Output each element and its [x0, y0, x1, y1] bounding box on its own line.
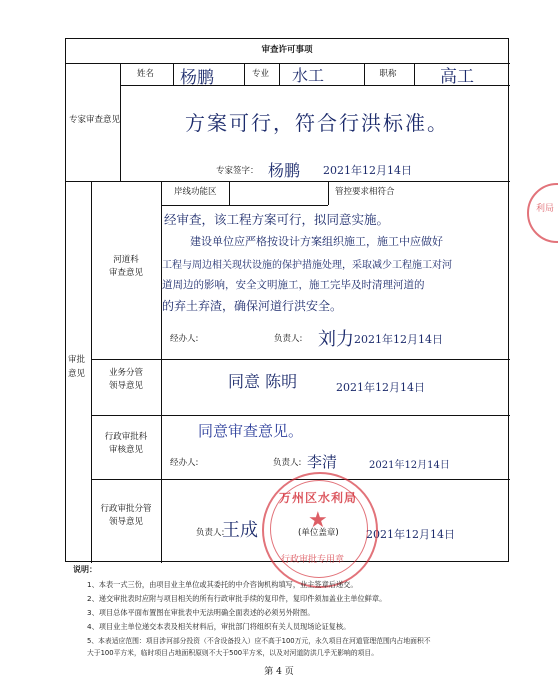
- official-stamp-outer-text: 万州区水利局: [279, 491, 358, 505]
- admin-handler-label: 经办人:: [170, 458, 199, 468]
- major-value: 水工: [292, 66, 325, 85]
- admin-leader-date: 2021年12月14日: [366, 528, 455, 541]
- major-label: 专业: [251, 69, 269, 79]
- admin-leader-seal-label: (单位盖章): [298, 528, 339, 538]
- river-dept-label-1: 河道科: [113, 255, 139, 265]
- note-item-4: 4、项目业主单位递交本表及相关材料后，审批部门将组织有关人员现场论证复核。: [87, 622, 351, 631]
- admin-principal-label: 负责人:: [273, 458, 302, 468]
- river-opinion-line-2: 建设单位应严格按设计方案组织施工，施工中应做好: [190, 235, 443, 248]
- river-opinion-line-1: 经审查，该工程方案可行，拟同意实施。: [164, 212, 390, 227]
- expert-opinion: 方案可行，符合行洪标准。: [185, 111, 449, 135]
- control-label: 管控要求相符合: [335, 187, 395, 197]
- title-label: 职称: [379, 69, 397, 79]
- river-date: 2021年12月14日: [354, 333, 443, 346]
- admin-dept-opinion: 同意审查意见。: [198, 422, 304, 440]
- river-opinion-line-5: 的弃土弃渣，确保河道行洪安全。: [162, 299, 343, 313]
- business-leader-date: 2021年12月14日: [336, 381, 425, 394]
- river-opinion-line-3: 工程与周边相关现状设施的保护措施处理，采取减少工程施工对河: [162, 260, 452, 271]
- river-opinion-line-4: 道周边的影响，安全文明施工，施工完毕及时清理河道的: [162, 279, 425, 291]
- table-title: 审查许可事项: [261, 45, 313, 55]
- approval-section-label: 审批意见: [68, 355, 86, 379]
- river-handler-label: 经办人:: [170, 334, 199, 344]
- admin-leader-label-2: 领导意见: [108, 517, 143, 527]
- admin-leader-label-1: 行政审批分管: [100, 504, 152, 514]
- notes-title: 说明：: [73, 565, 97, 574]
- business-leader-label-1: 业务分管: [108, 368, 143, 378]
- river-principal-label: 负责人:: [274, 334, 303, 344]
- side-stamp-text: 利局: [536, 204, 555, 214]
- business-leader-opinion: 同意 陈明: [228, 372, 298, 391]
- expert-sign-label: 专家签字：: [216, 166, 259, 176]
- note-item-6: 大于100平方米，临时项目占地面积原则不大于500平方米，以及对河道防洪几乎无影响的项目。: [87, 649, 379, 657]
- admin-leader-principal-label: 负责人:: [196, 528, 225, 538]
- admin-dept-label-1: 行政审批科: [104, 432, 148, 442]
- admin-leader-principal-sign: 王成: [222, 520, 258, 541]
- expert-section-label: 专家审查意见: [69, 115, 121, 125]
- name-label: 姓名: [136, 69, 154, 79]
- river-principal-sign: 刘力: [318, 329, 354, 350]
- shoreline-label: 岸线功能区: [174, 187, 217, 197]
- official-stamp-inner-text: 行政审批专用章: [281, 555, 345, 565]
- admin-dept-label-2: 审核意见: [108, 445, 143, 455]
- expert-sign-value: 杨鹏: [268, 161, 301, 180]
- note-item-1: 1、本表一式三份，由项目业主单位或其委托的中介咨询机构填写，业主签章后递交。: [87, 580, 358, 589]
- river-dept-label-2: 审查意见: [108, 268, 143, 278]
- title-value: 高工: [440, 67, 474, 87]
- page-number: 第 4 页: [264, 667, 294, 677]
- expert-date: 2021年12月14日: [323, 164, 412, 177]
- admin-date: 2021年12月14日: [369, 460, 450, 471]
- expert-name-value: 杨鹏: [180, 68, 214, 88]
- admin-principal-sign: 李清: [307, 453, 338, 471]
- business-leader-label-2: 领导意见: [108, 381, 143, 391]
- note-item-2: 2、递交审批表时应附与项目相关的所有行政审批手续的复印件，复印件须加盖业主单位鲜章。: [87, 594, 387, 603]
- note-item-3: 3、项目总体平面布置图在审批表中无法明确全面表述的必须另外附图。: [87, 608, 315, 617]
- note-item-5: 5、本表适应范围：项目涉河部分投资（不含设备投入）应不高于100万元，永久项目在河道管理范围内占地面积不: [87, 637, 431, 645]
- official-stamp-star: ★: [308, 508, 328, 533]
